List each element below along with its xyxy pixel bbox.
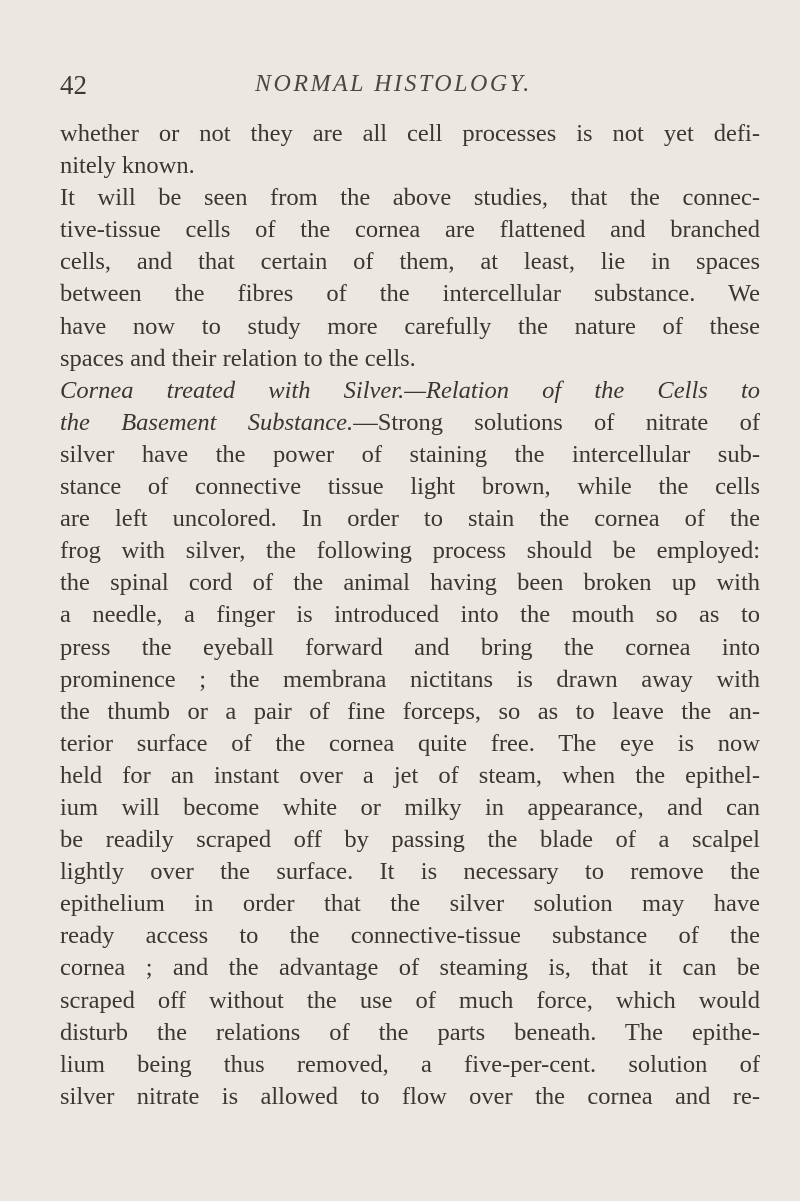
text-segment: frog with silver, the following process should be employed:: [60, 537, 760, 565]
text-line: [60, 407, 760, 439]
text-segment: silver nitrate is allowed to flow over the cornea and re-: [60, 1082, 760, 1110]
text-segment: lightly over the surface. It is necessary to remove the: [60, 858, 760, 886]
text-line: [60, 856, 760, 888]
text-segment: —Strong solutions of nitrate of: [353, 408, 760, 436]
text-line: [60, 985, 760, 1017]
text-line: [60, 471, 760, 503]
text-segment: tive-tissue cells of the cornea are flattened and branched: [60, 216, 760, 244]
text-segment: scraped off without the use of much force, which would: [60, 986, 760, 1014]
text-line: [60, 1017, 760, 1049]
text-line: [60, 1049, 760, 1081]
text-segment: cells, and that certain of them, at least, lie in spaces: [60, 248, 760, 276]
text-segment: the spinal cord of the animal having been broken up with: [60, 569, 760, 597]
text-line: [60, 632, 760, 664]
text-line: [60, 567, 760, 599]
text-line: [60, 696, 760, 728]
text-line: [60, 728, 760, 760]
text-line: [60, 343, 760, 375]
text-line: [60, 599, 760, 631]
text-line: [60, 888, 760, 920]
text-segment: spaces and their relation to the cells.: [60, 344, 416, 372]
text-line: [60, 150, 760, 182]
text-segment: lium being thus removed, a five-per-cent. solution of: [60, 1050, 760, 1078]
text-line: [60, 503, 760, 535]
body-text: [60, 118, 760, 1113]
text-segment: prominence ; the membrana nictitans is drawn away with: [60, 665, 760, 693]
text-segment: terior surface of the cornea quite free. The eye is now: [60, 729, 760, 757]
text-segment: the thumb or a pair of fine forceps, so as to leave the an-: [60, 697, 760, 725]
text-line: [60, 920, 760, 952]
text-segment: silver have the power of staining the intercellular sub-: [60, 440, 760, 468]
text-line: [60, 1081, 760, 1113]
text-segment: cornea ; and the advantage of steaming is, that it can be: [60, 954, 760, 982]
text-segment: ium will become white or milky in appearance, and can: [60, 793, 760, 821]
text-segment: disturb the relations of the parts beneath. The epithe-: [60, 1018, 760, 1046]
text-segment: held for an instant over a jet of steam, when the epithel-: [60, 761, 760, 789]
text-segment: ready access to the connective-tissue substance of the: [60, 922, 760, 950]
text-line: [60, 760, 760, 792]
text-segment: stance of connective tissue light brown, while the cells: [60, 473, 760, 501]
text-line: [60, 535, 760, 567]
text-segment: It will be seen from the above studies, that the connec-: [60, 184, 760, 212]
text-line: [60, 118, 760, 150]
text-line: [60, 214, 760, 246]
text-line: [60, 246, 760, 278]
text-line: [60, 375, 760, 407]
running-title: NORMAL HISTOLOGY.: [255, 71, 532, 97]
text-segment: be readily scraped off by passing the blade of a scalpel: [60, 826, 760, 854]
text-segment: are left uncolored. In order to stain the cornea of the: [60, 505, 760, 533]
text-line: [60, 664, 760, 696]
running-head: [60, 70, 750, 104]
text-segment: epithelium in order that the silver solution may have: [60, 890, 760, 918]
text-segment: nitely known.: [60, 152, 195, 180]
text-line: [60, 824, 760, 856]
text-line: [60, 182, 760, 214]
text-line: [60, 278, 760, 310]
text-segment: a needle, a finger is introduced into the mouth so as to: [60, 601, 760, 629]
text-line: [60, 311, 760, 343]
text-line: [60, 792, 760, 824]
text-segment: have now to study more carefully the nature of these: [60, 312, 760, 340]
italic-text-segment: Cornea treated with Silver.—Relation of the Cells to: [60, 376, 760, 404]
text-segment: press the eyeball forward and bring the cornea into: [60, 633, 760, 661]
text-line: [60, 952, 760, 984]
text-segment: whether or not they are all cell processes is not yet defi-: [60, 120, 760, 147]
text-segment: between the fibres of the intercellular substance. We: [60, 280, 760, 308]
italic-text-segment: the Basement Substance.: [60, 408, 354, 436]
text-line: [60, 439, 760, 471]
page-number: 42: [60, 70, 87, 100]
